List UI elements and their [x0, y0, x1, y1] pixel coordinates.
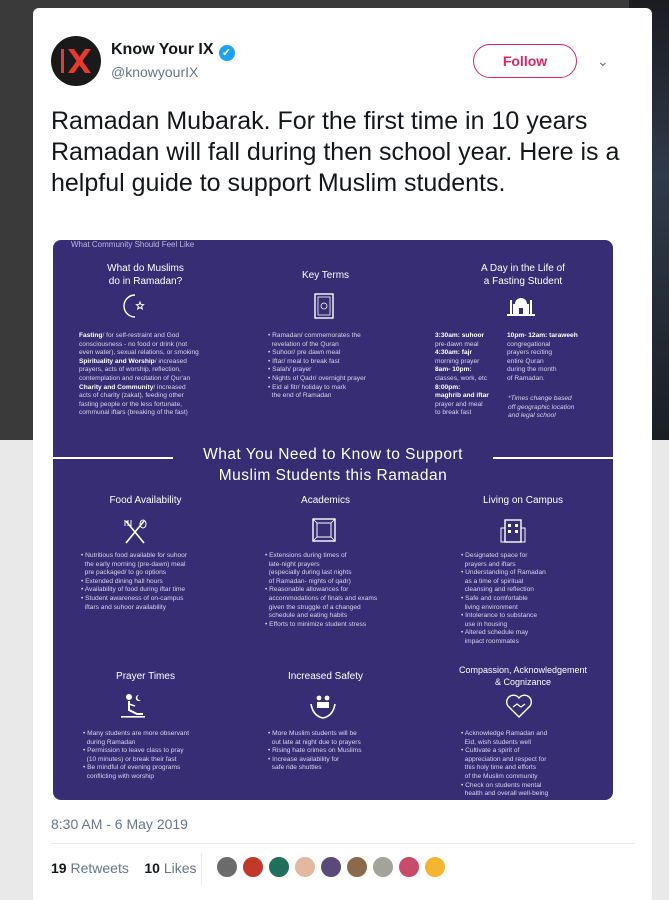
bullet-line: appreciation and respect for	[461, 755, 547, 763]
bullet-line: health and overall well-being	[461, 790, 549, 798]
bullet-line: • Salah/ prayer	[268, 366, 312, 374]
bullet-line: out late at night due to prayers	[268, 738, 361, 746]
muslims-title: What do Muslims do in Ramadan?	[107, 263, 184, 287]
bullet-line: • Check on students mental	[461, 781, 542, 789]
liker-avatar[interactable]	[397, 855, 421, 879]
bullet-line: revelation of the Quran	[268, 340, 339, 348]
bullet-line: prayers, acts of worship, reflection,	[79, 366, 181, 374]
bullet-line: 8am- 10pm:	[435, 366, 472, 374]
avatar[interactable]	[51, 36, 101, 86]
mosque-icon	[507, 290, 535, 318]
tweet-timestamp[interactable]: 8:30 AM - 6 May 2019	[51, 816, 188, 832]
bullet-line: (10 minutes) or break their fast	[83, 755, 177, 763]
bullet-line: this holy time and efforts	[461, 764, 537, 772]
bullet-line: • Suhoor/ pre dawn meal	[268, 349, 341, 357]
bullet-line: • Extensions during times of	[265, 552, 347, 559]
bullet-line: cleansing and reflection	[461, 586, 534, 594]
infographic-top-fragment: What Community Should Feel Like	[71, 240, 195, 249]
day-in-life-title: A Day in the Life of a Fasting Student	[481, 263, 565, 287]
liker-avatar[interactable]	[371, 855, 395, 879]
prayer-times-bullets	[83, 730, 189, 782]
bullet-line: (especially during last nights	[265, 569, 352, 577]
tweet-card	[33, 8, 652, 900]
liker-avatar[interactable]	[293, 855, 317, 879]
infographic-image[interactable]	[53, 240, 613, 800]
bullet-line: • Nights of Qadr/ overnight prayer	[268, 374, 366, 382]
know-your-ix-logo-icon	[60, 46, 92, 76]
bullet-line: • Rising hate crimes on Muslims	[268, 747, 362, 755]
bullet-line: entire Quran	[507, 357, 544, 365]
bullet-line: • Understanding of Ramadan	[461, 569, 546, 577]
verified-badge-icon: ✓	[219, 45, 235, 61]
food-availability-title: Food Availability	[109, 495, 182, 506]
food-availability-bullets	[81, 552, 187, 612]
bullet-line: • Altered schedule may	[461, 629, 529, 637]
day-note: *Times change based off geographic location and legal school	[508, 395, 575, 420]
tweet-text: Ramadan Mubarak. For the first time in 10 years Ramadan will fall during then school year. Here is a helpful guide to support Muslim students.	[51, 107, 620, 197]
retweets-count[interactable]: 19 Retweets	[51, 860, 129, 876]
bullet-line: • Designated space for	[461, 552, 528, 559]
bullet-line: 10pm- 12am: taraweeh	[507, 332, 578, 339]
tweet-header	[51, 36, 631, 96]
bullet-line: • Intolerance to substance	[461, 612, 537, 620]
heart-handshake-icon	[505, 692, 533, 720]
bullet-line: fasting people or the less fortunate,	[79, 400, 183, 408]
day-schedule-col2	[507, 332, 578, 384]
bullet-line: • Nutritious food available for suhoor	[81, 552, 188, 559]
bullet-line: during Ramadan	[83, 738, 136, 746]
bullet-line: 3:30am: suhoor	[435, 332, 485, 339]
day-schedule-col1	[435, 332, 489, 418]
bullet-line: • Permission to leave class to pray	[83, 747, 184, 755]
bullet-line: Eid, wish students well	[461, 738, 531, 746]
bullet-line: • Be mindful of evening programs	[83, 764, 181, 772]
bullet-line: the early morning (pre-dawn) meal	[81, 560, 186, 568]
bullet-line: • Availability of food during iftar time	[81, 586, 186, 594]
account-handle[interactable]: @knowyourIX	[111, 64, 199, 80]
bullet-line: contemplation and recitation of Qur'an	[79, 374, 191, 382]
bullet-line: • Efforts to minimize student stress	[265, 620, 367, 628]
building-icon	[499, 516, 527, 544]
bullet-line: 4:30am: fajr	[435, 349, 473, 357]
crescent-star-icon	[119, 292, 147, 320]
bullet-line: late-night prayers	[265, 560, 320, 568]
liker-avatar[interactable]	[267, 855, 291, 879]
bullet-line: • Student awareness of on-campus	[81, 594, 184, 602]
bullet-line: iftars and suhoor availability	[81, 603, 167, 611]
stats-separator	[201, 853, 202, 885]
bullet-line: • Reasonable allowances for	[265, 586, 349, 594]
bullet-line: conflicting with worship	[83, 772, 155, 780]
bullet-line: to break fast	[435, 409, 472, 417]
bullet-line: the end of Ramadan	[268, 392, 332, 400]
likes-count[interactable]: 10 Likes	[144, 860, 197, 876]
key-terms-title: Key Terms	[301, 270, 350, 281]
liker-avatar[interactable]	[319, 855, 343, 879]
muslims-bullets	[79, 332, 199, 418]
divider	[51, 843, 634, 844]
bullet-line: • Many students are more observant	[83, 730, 190, 737]
bullet-line: classes, work, etc	[435, 374, 488, 382]
people-hands-icon	[309, 692, 337, 720]
prayer-times-title: Prayer Times	[116, 671, 175, 682]
bullet-line: pre packaged/ to go options	[81, 569, 167, 577]
bullet-line: 8:00pm:	[435, 383, 461, 391]
academics-bullets	[265, 552, 377, 629]
bullet-line: of Ramadan.	[507, 374, 545, 382]
fork-knife-icon	[121, 518, 149, 546]
living-on-campus-title: Living on Campus	[482, 495, 564, 506]
bullet-line: even water), sexual relations, or smoking	[79, 349, 199, 357]
bullet-line: during the month	[507, 366, 557, 374]
bullet-line: accommodations of finals and exams	[265, 594, 378, 602]
bullet-line: impact roommates	[461, 637, 519, 645]
bullet-line: maghrib and iftar	[435, 392, 489, 400]
chevron-down-icon[interactable]: ⌄	[597, 53, 609, 69]
bullet-line: pre-dawn meal	[435, 340, 479, 348]
praying-person-icon	[119, 692, 147, 720]
bullet-line: of Ramadan- nights of qadr)	[265, 577, 351, 585]
bullet-line: given the struggle of a changed	[265, 603, 361, 611]
bullet-line: as a time of spiritual	[461, 577, 524, 585]
liker-avatar[interactable]	[241, 855, 265, 879]
bullet-line: • Cultivate a spirit of	[461, 747, 520, 755]
infographic-main-heading: What You Need to Know to Support Muslim Students this Ramadan	[203, 446, 463, 484]
bullet-line: living environment	[461, 603, 518, 611]
bullet-line: • Acknowledge Ramadan and	[461, 730, 548, 737]
increased-safety-bullets	[268, 730, 362, 773]
bullet-line: • Safe and comfortable	[461, 594, 528, 602]
bullet-line: prayers reciting	[507, 349, 553, 357]
bullet-line: consciousness - no food or drink (not	[79, 340, 188, 348]
compassion-bullets	[461, 730, 548, 799]
liker-avatar[interactable]	[215, 855, 239, 879]
bullet-line: schedule and eating habits	[265, 612, 348, 620]
bullet-line: congregational	[507, 340, 551, 348]
liker-avatar[interactable]	[345, 855, 369, 879]
bullet-line: of the Muslim community	[461, 772, 538, 780]
bullet-line: • More Muslim students will be	[268, 730, 357, 737]
bullet-line: • Extended dining hall hours	[81, 577, 163, 585]
quran-book-icon	[310, 292, 338, 320]
bullet-line: Charity and Community/ increased	[79, 383, 186, 391]
bullet-line: Fasting/ for self-restraint and God	[79, 332, 180, 339]
bullet-line: Spirituality and Worship/ increased	[79, 357, 187, 365]
bullet-line: use in housing	[461, 620, 508, 628]
bullet-line: acts of charity (zakat), feeding other	[79, 392, 184, 400]
bullet-line: prayer and meal	[435, 400, 483, 408]
bullet-line: morning prayer	[435, 357, 480, 365]
living-on-campus-bullets	[461, 552, 546, 647]
compassion-title: Compassion, Acknowledgement & Cognizance	[458, 665, 588, 687]
bullet-line: safe ride shuttles	[268, 764, 322, 772]
book-frame-icon	[310, 516, 338, 544]
bullet-line: • Eid al fitr/ holiday to mark	[268, 383, 347, 391]
key-terms-bullets	[268, 332, 366, 401]
increased-safety-title: Increased Safety	[287, 671, 364, 682]
follow-button[interactable]: Follow	[473, 44, 577, 78]
academics-title: Academics	[301, 495, 350, 506]
bullet-line: prayers and iftars	[461, 560, 516, 568]
bullet-line: • Ramadan/ commemorates the	[268, 332, 361, 339]
bullet-line: • Iftar/ meal to break fast	[268, 357, 340, 365]
tweet-stats	[51, 860, 197, 876]
bullet-line: communal iftars (breaking of the fast)	[79, 409, 188, 417]
bullet-line: • Increase availability for	[268, 755, 340, 763]
liker-avatar[interactable]	[423, 855, 447, 879]
account-name[interactable]: Know Your IX ✓	[111, 41, 235, 61]
